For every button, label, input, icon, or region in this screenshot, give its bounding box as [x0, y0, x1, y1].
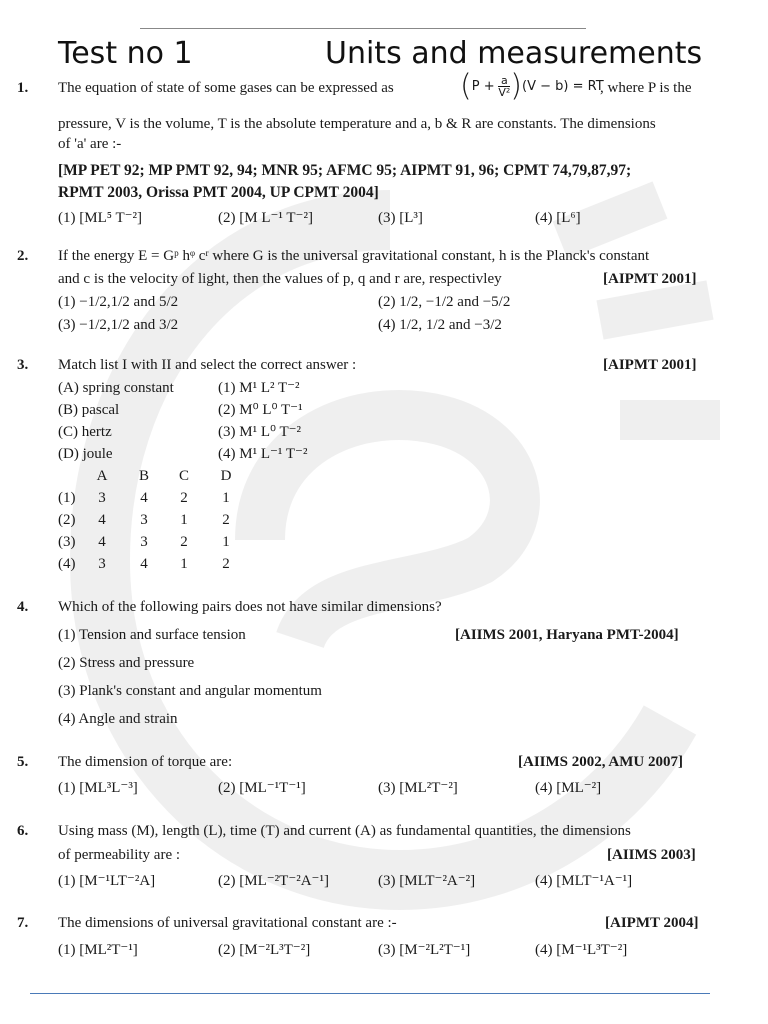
q3-cell: 3 [140, 512, 148, 528]
q3-list1-item: (B) pascal [58, 402, 120, 418]
q3-ref: [AIPMT 2001] [603, 357, 697, 373]
question-number: 3. [17, 357, 29, 373]
q6-option-3: (3) [MLT⁻²A⁻²] [378, 873, 476, 889]
q3-cell: 2 [180, 490, 188, 506]
q1-line3: of 'a' are :- [58, 136, 122, 152]
topic-title: Units and measurements [325, 36, 703, 71]
q3-row-label: (1) [58, 490, 76, 506]
q3-list1-item: (D) joule [58, 446, 113, 462]
q4-line1: Which of the following pairs does not have similar dimensions? [58, 599, 442, 615]
q2-option-1: (1) −1/2,1/2 and 5/2 [58, 294, 179, 310]
question-number: 2. [17, 248, 29, 264]
q3-row-label: (3) [58, 534, 76, 550]
q6-option-4: (4) [MLT⁻¹A⁻¹] [535, 873, 633, 889]
q6-option-2: (2) [ML⁻²T⁻²A⁻¹] [218, 873, 329, 889]
q6-option-1: (1) [M⁻¹LT⁻²A] [58, 873, 156, 889]
q3-line1: Match list I with II and select the correct answer : [58, 357, 357, 373]
q1-pre: The equation of state of some gases can be expressed as [58, 80, 394, 96]
question-number: 7. [17, 915, 29, 931]
q2-line1: If the energy E = Gᵖ hᵠ cʳ where G is the universal gravitational constant, h is the Planck's constant [58, 248, 650, 264]
question-number: 1. [17, 80, 29, 96]
q3-table-header: D [220, 468, 232, 484]
q3-table-header: A [96, 468, 108, 484]
q7-option-3: (3) [M⁻²L²T⁻¹] [378, 942, 471, 958]
q1-equation: (P + $\frac{a}{\text{V²}}$ )(V − b) = RT [460, 68, 604, 104]
q2-option-2: (2) 1/2, −1/2 and −5/2 [378, 294, 511, 310]
top-rule [140, 28, 586, 29]
q4-option-3: (3) Plank's constant and angular momentum [58, 683, 322, 699]
q3-cell: 4 [140, 490, 148, 506]
bottom-rule [30, 993, 710, 994]
q4-ref: [AIIMS 2001, Haryana PMT-2004] [455, 627, 679, 643]
q3-list2-item: (3) M¹ L⁰ T⁻² [218, 424, 302, 440]
q7-ref: [AIPMT 2004] [605, 915, 699, 931]
q6-line1: Using mass (M), length (L), time (T) and current (A) as fundamental quantities, the dimensions [58, 823, 631, 839]
q1-option-4: (4) [L⁶] [535, 210, 581, 226]
q2-ref: [AIPMT 2001] [603, 271, 697, 287]
q3-cell: 2 [180, 534, 188, 550]
q5-option-3: (3) [ML²T⁻²] [378, 780, 458, 796]
q1-text [58, 78, 394, 98]
q1-ref2: RPMT 2003, Orissa PMT 2004, UP CPMT 2004] [58, 184, 379, 201]
q5-ref: [AIIMS 2002, AMU 2007] [518, 754, 683, 770]
q3-cell: 4 [98, 534, 106, 550]
question-number: 6. [17, 823, 29, 839]
q6-ref: [AIIMS 2003] [607, 847, 696, 863]
q3-list2-item: (4) M¹ L⁻¹ T⁻² [218, 446, 308, 462]
q3-table-header: B [138, 468, 149, 484]
q3-cell: 1 [180, 512, 188, 528]
q4-option-2: (2) Stress and pressure [58, 655, 195, 671]
q4-option-1: (1) Tension and surface tension [58, 627, 246, 643]
q6-line2: of permeability are : [58, 847, 181, 863]
q1-option-1: (1) [ML⁵ T⁻²] [58, 210, 143, 226]
q7-option-1: (1) [ML²T⁻¹] [58, 942, 138, 958]
q3-list1-item: (C) hertz [58, 424, 112, 440]
test-title: Test no 1 [58, 36, 193, 71]
q7-option-4: (4) [M⁻¹L³T⁻²] [535, 942, 628, 958]
q5-option-2: (2) [ML⁻¹T⁻¹] [218, 780, 306, 796]
q1-line2: pressure, V is the volume, T is the absolute temperature and a, b & R are constants. The dimensions [58, 116, 656, 132]
q1-option-2: (2) [M L⁻¹ T⁻²] [218, 210, 313, 226]
q2-option-3: (3) −1/2,1/2 and 3/2 [58, 317, 179, 333]
q5-option-1: (1) [ML³L⁻³] [58, 780, 138, 796]
q3-cell: 3 [140, 534, 148, 550]
q3-cell: 1 [222, 490, 230, 506]
q3-cell: 4 [140, 556, 148, 572]
q3-table-header: C [178, 468, 189, 484]
q3-list2-item: (1) M¹ L² T⁻² [218, 380, 300, 396]
q7-option-2: (2) [M⁻²L³T⁻²] [218, 942, 311, 958]
q3-list1-item: (A) spring constant [58, 380, 174, 396]
q3-list2-item: (2) M⁰ L⁰ T⁻¹ [218, 402, 303, 418]
q2-line2: and c is the velocity of light, then the values of p, q and r are, respectivley [58, 271, 502, 287]
question-number: 5. [17, 754, 29, 770]
q3-cell: 4 [98, 512, 106, 528]
q3-cell: 2 [222, 556, 230, 572]
q3-cell: 1 [222, 534, 230, 550]
q3-cell: 3 [98, 490, 106, 506]
q3-row-label: (4) [58, 556, 76, 572]
q1-ref1: [MP PET 92; MP PMT 92, 94; MNR 95; AFMC 95; AIPMT 91, 96; CPMT 74,79,87,97; [58, 162, 632, 179]
question-number: 4. [17, 599, 29, 615]
q3-cell: 1 [180, 556, 188, 572]
q5-option-4: (4) [ML⁻²] [535, 780, 602, 796]
q4-option-4: (4) Angle and strain [58, 711, 178, 727]
q5-line1: The dimension of torque are: [58, 754, 233, 770]
q1-post: , where P is the [600, 80, 692, 96]
q3-cell: 3 [98, 556, 106, 572]
q3-cell: 2 [222, 512, 230, 528]
q3-row-label: (2) [58, 512, 76, 528]
q1-option-3: (3) [L³] [378, 210, 423, 226]
q2-option-4: (4) 1/2, 1/2 and −3/2 [378, 317, 502, 333]
q7-line1: The dimensions of universal gravitational constant are :- [58, 915, 397, 931]
